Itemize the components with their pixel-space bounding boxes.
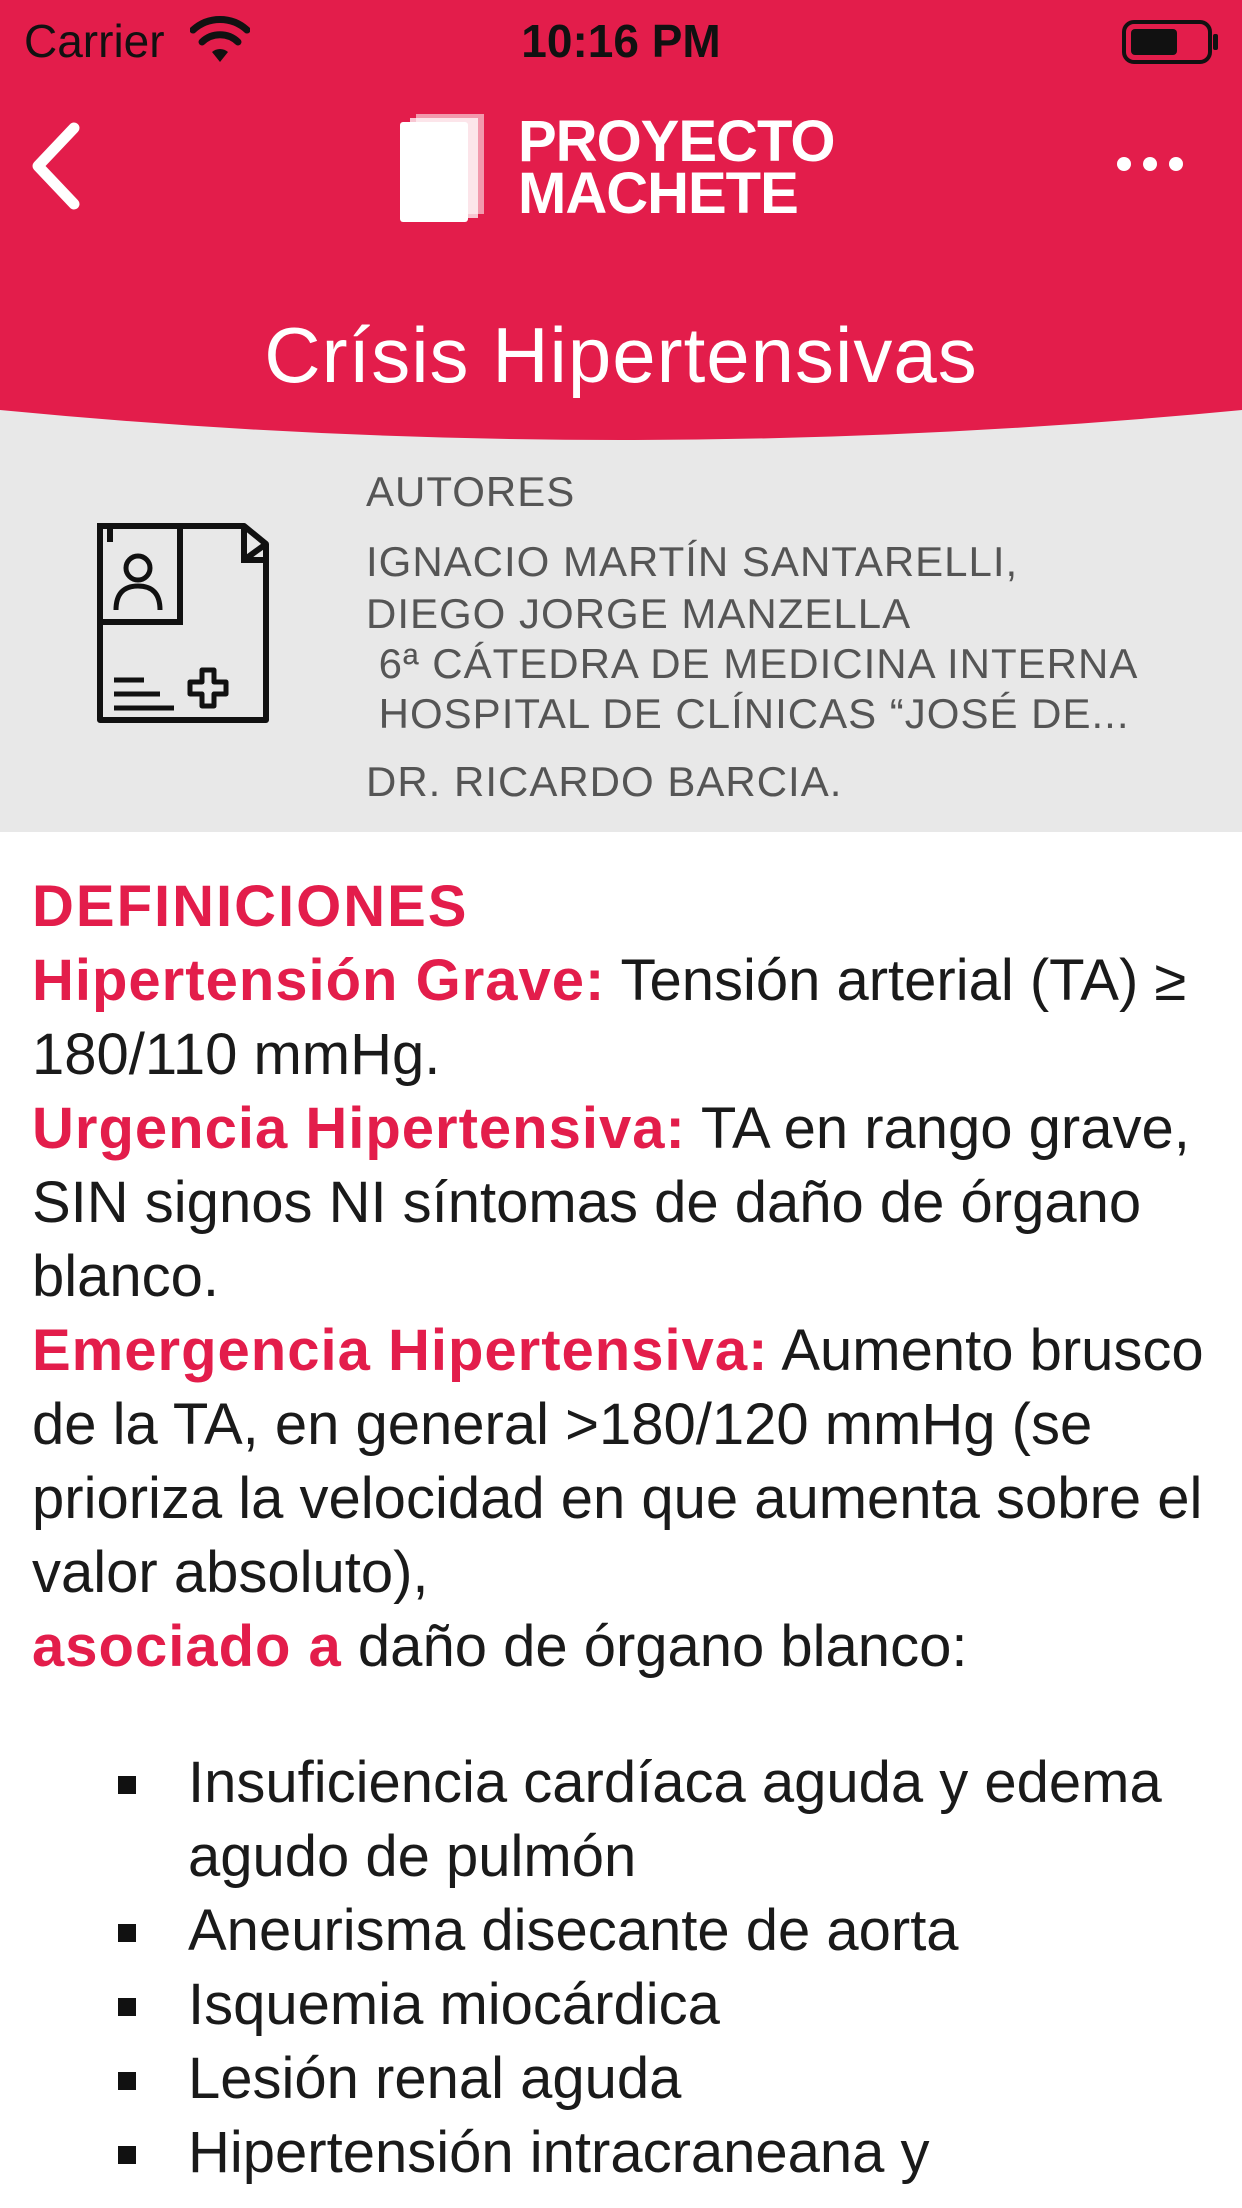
- status-time: 10:16 PM: [521, 15, 721, 67]
- association-text: daño de órgano blanco:: [341, 1614, 968, 1679]
- author-line: 6ª CÁTEDRA DE MEDICINA INTERNA: [366, 640, 1139, 687]
- list-item: Insuficiencia cardíaca aguda y edema agudo de pulmón: [118, 1746, 1228, 1894]
- author-line: DIEGO JORGE MANZELLA: [366, 590, 912, 637]
- logo-line-2: MACHETE: [518, 161, 798, 226]
- article-content: [32, 870, 1222, 1684]
- definition-text: Aumento brusco de la TA, en general >180/120 mmHg (se prioriza la velocidad en que aumenta sobre el valor absoluto),: [32, 1318, 1204, 1605]
- list-item: Isquemia miocárdica: [118, 1968, 1228, 2042]
- author-line: HOSPITAL DE CLÍNICAS “JOSÉ DE...: [366, 690, 1130, 737]
- battery-icon: [1122, 20, 1220, 64]
- more-dots-icon[interactable]: [1114, 150, 1186, 178]
- definition-paragraph: [32, 1092, 1222, 1314]
- definition-text: Tensión arterial (TA) ≥ 180/110 mmHg.: [32, 948, 1187, 1087]
- app-logo: [396, 108, 834, 228]
- authors-label: AUTORES: [366, 468, 576, 515]
- definition-term: Emergencia Hipertensiva:: [32, 1318, 769, 1383]
- list-item: Hipertensión intracraneana y: [118, 2116, 1228, 2190]
- author-line: DR. RICARDO BARCIA.: [366, 758, 843, 805]
- carrier-label: Carrier: [24, 15, 165, 67]
- definition-text: TA en rango grave, SIN signos NI síntomas de daño de órgano blanco.: [32, 1096, 1190, 1309]
- association-term: asociado a: [32, 1614, 342, 1679]
- organ-damage-list: [118, 1746, 1228, 2190]
- page-title: Crísis Hipertensivas: [264, 311, 978, 399]
- definition-term: Urgencia Hipertensiva:: [32, 1096, 686, 1161]
- logo-line-1: PROYECTO: [518, 109, 835, 174]
- logo-pages-icon: [396, 112, 488, 224]
- definition-paragraph: [32, 1314, 1222, 1610]
- header-curve: [0, 400, 1242, 448]
- definition-paragraph: [32, 944, 1222, 1092]
- author-line: IGNACIO MARTÍN SANTARELLI,: [366, 538, 1019, 585]
- section-heading: DEFINICIONES: [32, 874, 469, 939]
- status-bar: [0, 0, 1242, 84]
- association-paragraph: [32, 1610, 1222, 1684]
- back-chevron-icon[interactable]: [24, 118, 88, 214]
- definition-term: Hipertensión Grave:: [32, 948, 606, 1013]
- list-item: Aneurisma disecante de aorta: [118, 1894, 1228, 1968]
- list-item: Lesión renal aguda: [118, 2042, 1228, 2116]
- medical-document-icon: [94, 520, 272, 726]
